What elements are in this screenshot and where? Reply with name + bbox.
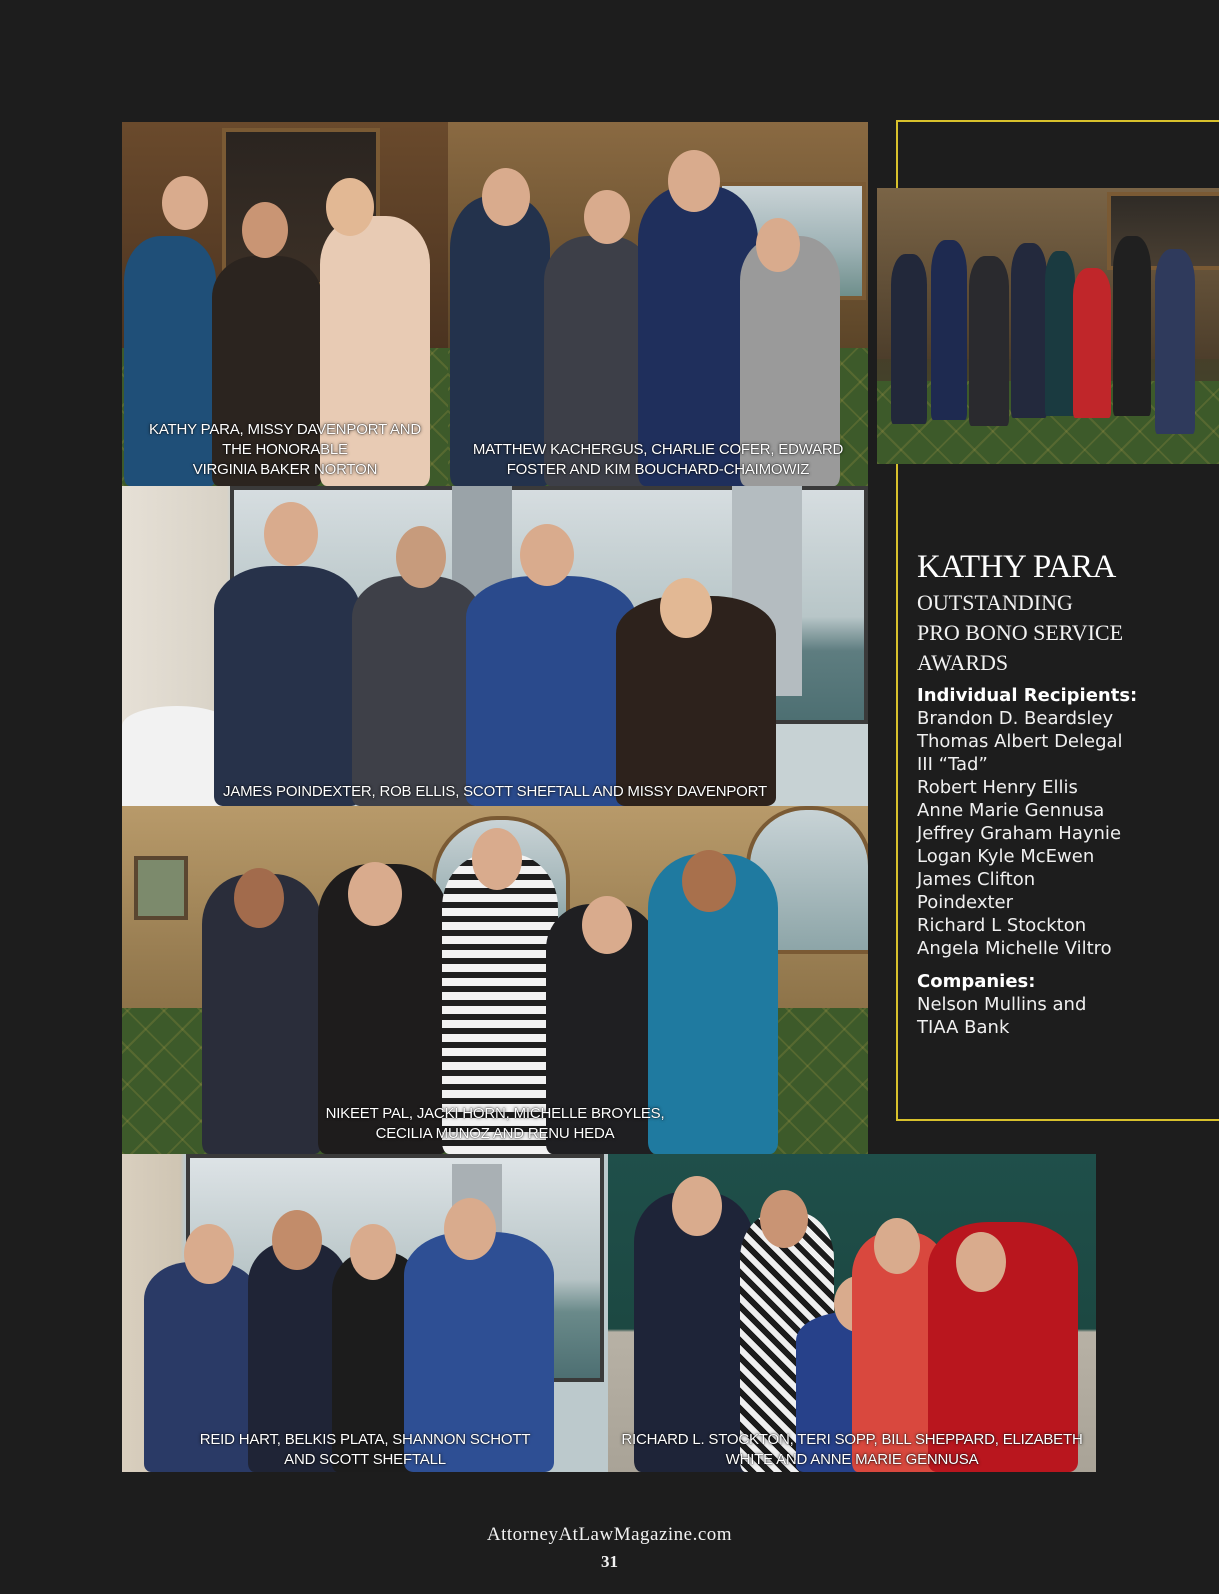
photo-caption: KATHY PARA, MISSY DAVENPORT AND THE HONORABLE VIRGINIA BAKER NORTON [149,421,421,478]
photo-caption: MATTHEW KACHERGUS, CHARLIE COFER, EDWARD FOSTER AND KIM BOUCHARD-CHAIMOWIZ [472,441,844,478]
photo-caption: RICHARD L. STOCKTON, TERI SOPP, BILL SHEPPARD, ELIZABETH WHITE AND ANNE MARIE GENNUSA [621,1431,1083,1468]
award-title-line: PRO BONO SERVICE [917,620,1124,645]
person [1113,236,1151,416]
person [1011,243,1047,418]
person [466,576,636,806]
person [1155,249,1195,434]
photo-caption: REID HART, BELKIS PLATA, SHANNON SCHOTT AND SCOTT SHEFTALL [199,1431,531,1468]
recipient-line: Logan Kyle McEwen [917,846,1095,867]
company-line: TIAA Bank [917,1017,1010,1038]
person [969,256,1009,426]
photo-caption: NIKEET PAL, JACKI HORN, MICHELLE BROYLES, CECILIA MUNOZ AND RENU HEDA [325,1105,665,1142]
event-photo-6 [122,1154,608,1472]
recipient-line: Brandon D. Beardsley [917,708,1114,729]
recipient-line: Angela Michelle Viltro [917,938,1112,959]
person [352,576,482,806]
event-photo-7 [608,1154,1096,1472]
award-honoree-name: KATHY PARA [917,549,1116,585]
footer-site: AttorneyAtLawMagazine.com [486,1524,733,1545]
person [891,254,927,424]
event-photo-1 [122,122,448,486]
event-photo-5 [122,806,868,1154]
award-sidebar [917,548,1157,1039]
person [931,240,967,420]
company-line: Nelson Mullins and [917,994,1087,1015]
event-photo-3 [877,188,1219,464]
recipient-line: Robert Henry Ellis [917,777,1078,798]
award-title [917,588,1157,678]
recipient-line: Poindexter [917,892,1014,913]
recipient-line: Richard L Stockton [917,915,1087,936]
page-number: 31 [601,1552,618,1571]
person [1045,251,1075,416]
recipient-line: III “Tad” [917,754,988,775]
individual-recipients-heading: Individual Recipients: [917,685,1138,706]
person [214,566,360,806]
event-photo-4 [122,486,868,806]
recipient-line: James Clifton [917,869,1036,890]
person [1073,268,1111,418]
event-photo-2 [448,122,868,486]
recipient-line: Jeffrey Graham Haynie [917,823,1122,844]
award-title-line: OUTSTANDING [917,590,1073,615]
award-title-line: AWARDS [917,650,1009,675]
companies-heading: Companies: [917,971,1036,992]
recipient-line: Thomas Albert Delegal [917,731,1123,752]
photo-caption: JAMES POINDEXTER, ROB ELLIS, SCOTT SHEFTALL AND MISSY DAVENPORT [223,783,767,800]
recipient-line: Anne Marie Gennusa [917,800,1105,821]
